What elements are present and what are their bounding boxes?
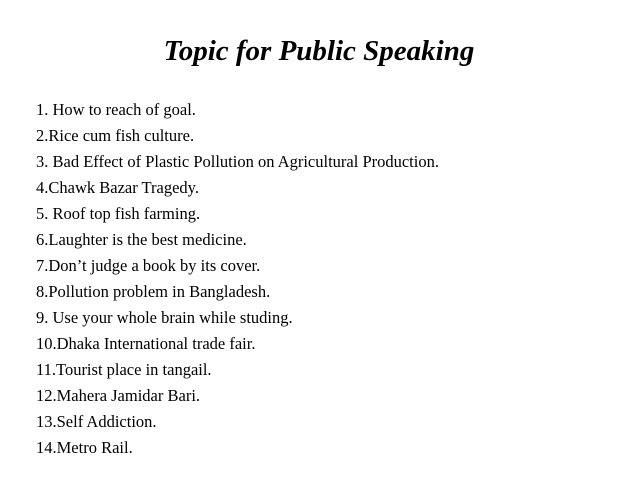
topic-list <box>36 97 439 461</box>
topic-item: 2.Rice cum fish culture. <box>36 126 195 145</box>
topic-item: 9. Use your whole brain while studing. <box>36 308 293 327</box>
topic-item: 8.Pollution problem in Bangladesh. <box>36 282 271 301</box>
topic-item: 12.Mahera Jamidar Bari. <box>36 386 201 405</box>
topic-item: 14.Metro Rail. <box>36 438 133 457</box>
topic-item: 13.Self Addiction. <box>36 412 157 431</box>
slide-title: Topic for Public Speaking <box>163 35 475 67</box>
topic-item: 5. Roof top fish farming. <box>36 204 201 223</box>
topic-item: 10.Dhaka International trade fair. <box>36 334 256 353</box>
topic-item: 3. Bad Effect of Plastic Pollution on Agricultural Production. <box>36 152 439 171</box>
topic-item: 11.Tourist place in tangail. <box>36 360 212 379</box>
topic-item: 4.Chawk Bazar Tragedy. <box>36 178 199 197</box>
topic-item: 1. How to reach of goal. <box>36 100 196 119</box>
topic-item: 7.Don’t judge a book by its cover. <box>36 256 261 275</box>
topic-item: 6.Laughter is the best medicine. <box>36 230 247 249</box>
